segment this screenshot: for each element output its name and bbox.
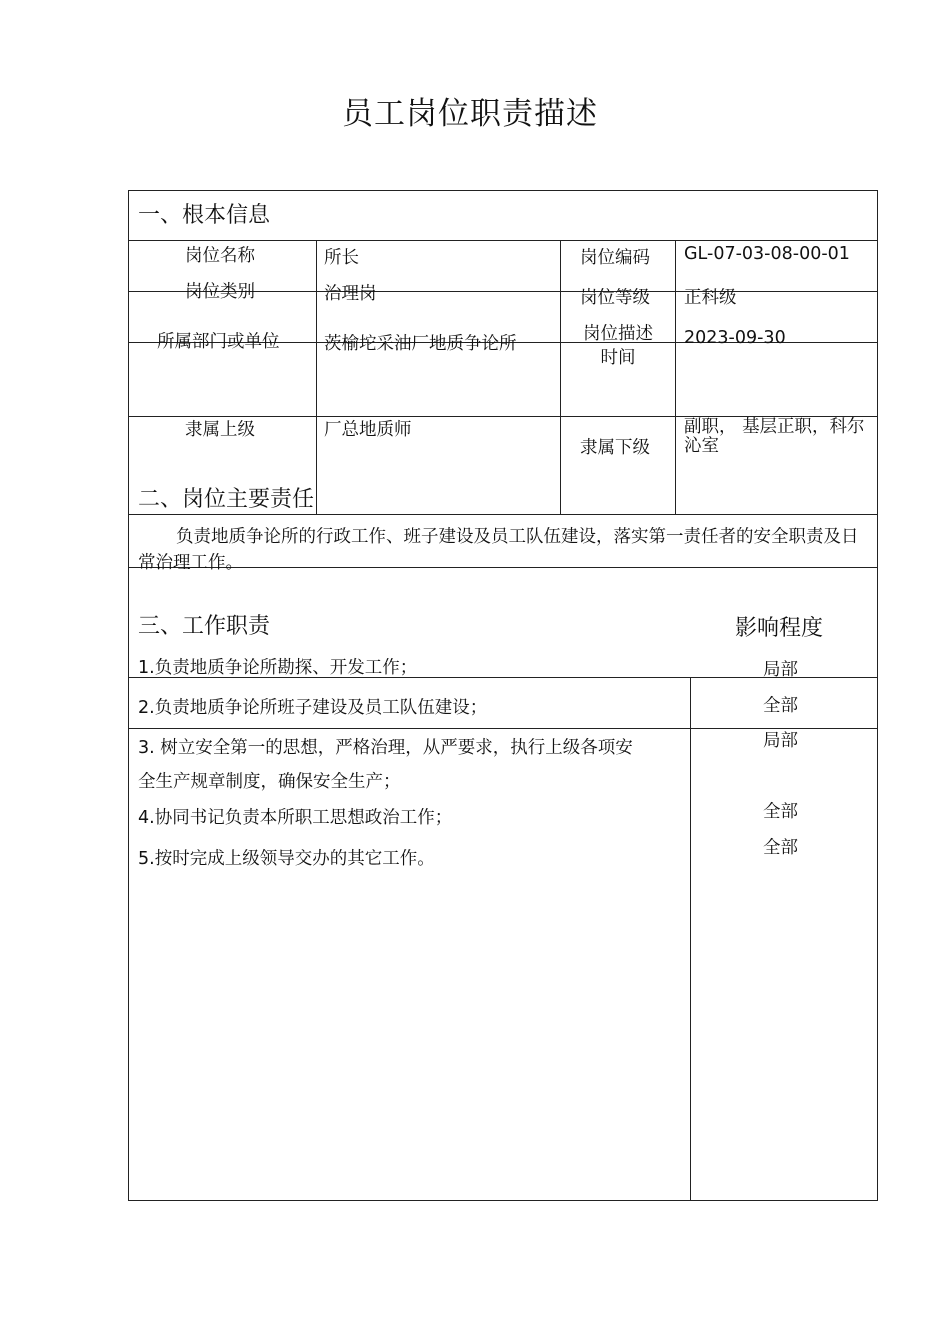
grid-line — [675, 240, 676, 514]
impact-header: 影响程度 — [735, 616, 824, 641]
desc-time-label — [570, 322, 666, 370]
job-grade-label: 岗位等级 — [580, 288, 650, 308]
grid-line — [316, 240, 317, 514]
grid-line — [560, 240, 561, 514]
job-name-value: 所长 — [324, 248, 359, 268]
duty-item-1: 1.负责地质争论所勘探、开发工作； — [138, 658, 418, 678]
job-name-label: 岗位名称 — [185, 246, 255, 266]
job-code-value: GL-07-03-08-00-01 — [684, 244, 850, 264]
duty-item-3-cont: 全生产规章制度，确保安全生产； — [138, 772, 401, 792]
dept-value: 茨榆坨采油厂地质争论所 — [324, 334, 517, 354]
duty-item-2: 2.负责地质争论所班子建设及员工队伍建设； — [138, 698, 488, 718]
section-heading-duties: 三、工作职责 — [138, 614, 271, 639]
desc-time-label-line1: 岗位描述 — [583, 324, 653, 344]
grid-line — [128, 240, 877, 241]
job-type-value: 治理岗 — [324, 284, 377, 304]
impact-value: 全部 — [763, 838, 798, 858]
subordinate-value: 副职， 基层正职，科尔沁室 — [684, 417, 865, 456]
subordinate-label: 隶属下级 — [580, 438, 650, 458]
job-code-label: 岗位编码 — [580, 248, 650, 268]
impact-value: 局部 — [763, 660, 798, 680]
main-responsibility-text: 负责地质争论所的行政工作、班子建设及员工队伍建设，落实第一责任者的安全职责及日常治理工作。 — [138, 527, 859, 573]
grid-line — [128, 514, 877, 515]
section-heading-basic-info: 一、根本信息 — [138, 203, 271, 228]
job-grade-value: 正科级 — [684, 288, 737, 308]
impact-value: 局部 — [763, 731, 798, 751]
desc-time-label-line2: 时间 — [600, 348, 636, 368]
impact-value: 全部 — [763, 802, 798, 822]
superior-value: 厂总地质师 — [324, 420, 412, 440]
duty-item-4: 4.协同书记负责本所职工思想政治工作； — [138, 808, 453, 828]
superior-label: 隶属上级 — [185, 420, 255, 440]
duty-item-3: 3. 树立安全第一的思想，严格治理，从严要求，执行上级各项安 — [138, 738, 633, 758]
job-type-label: 岗位类别 — [185, 282, 255, 302]
impact-value: 全部 — [763, 696, 798, 716]
duty-item-5: 5.按时完成上级领导交办的其它工作。 — [138, 849, 435, 869]
section-heading-main-responsibility: 二、岗位主要责任 — [138, 487, 315, 512]
grid-line — [690, 677, 691, 1200]
dept-label: 所属部门或单位 — [157, 332, 280, 352]
page-title: 员工岗位职责描述 — [342, 96, 598, 132]
desc-time-value: 2023-09-30 — [684, 328, 786, 348]
